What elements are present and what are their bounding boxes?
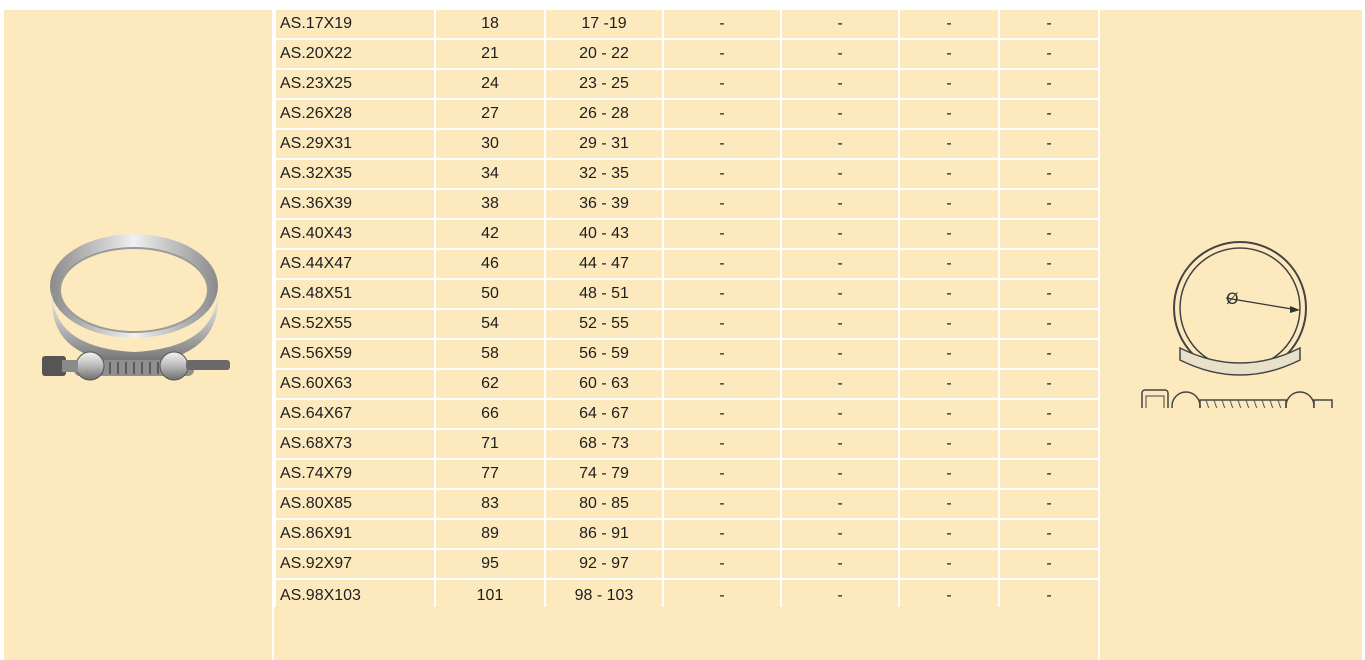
table-row [275, 99, 1099, 129]
table-cell: - [663, 549, 781, 579]
table-cell: - [781, 10, 899, 39]
table-cell: - [899, 189, 999, 219]
table-cell: - [781, 369, 899, 399]
table-cell: 24 [435, 69, 545, 99]
table-cell: 56 - 59 [545, 339, 663, 369]
table-cell: - [999, 129, 1099, 159]
table-cell: - [781, 489, 899, 519]
part-code-cell: AS.26X28 [275, 99, 435, 129]
part-code-cell: AS.44X47 [275, 249, 435, 279]
table-cell: - [999, 429, 1099, 459]
table-cell: 74 - 79 [545, 459, 663, 489]
clamp-size-table [274, 10, 1100, 607]
table-cell: - [663, 339, 781, 369]
table-cell: - [781, 249, 899, 279]
table-cell: 40 - 43 [545, 219, 663, 249]
table-cell: - [899, 579, 999, 607]
table-cell: 66 [435, 399, 545, 429]
table-cell: - [663, 129, 781, 159]
table-cell: - [781, 429, 899, 459]
table-cell: 77 [435, 459, 545, 489]
table-cell: - [999, 489, 1099, 519]
part-code-cell: AS.80X85 [275, 489, 435, 519]
table-cell: 30 [435, 129, 545, 159]
table-cell: - [781, 579, 899, 607]
table-cell: - [663, 519, 781, 549]
hose-clamp-photo [34, 228, 240, 408]
part-code-cell: AS.98X103 [275, 579, 435, 607]
table-cell: - [899, 279, 999, 309]
table-cell: 44 - 47 [545, 249, 663, 279]
table-cell: 26 - 28 [545, 99, 663, 129]
table-cell: - [999, 99, 1099, 129]
table-cell: 20 - 22 [545, 39, 663, 69]
table-cell: 101 [435, 579, 545, 607]
table-cell: - [663, 69, 781, 99]
table-cell: - [899, 39, 999, 69]
table-cell: - [663, 369, 781, 399]
table-cell: - [999, 189, 1099, 219]
table-cell: - [781, 519, 899, 549]
table-cell: 80 - 85 [545, 489, 663, 519]
table-cell: - [899, 459, 999, 489]
table-row [275, 159, 1099, 189]
table-cell: - [899, 69, 999, 99]
product-photo-cell [4, 10, 274, 660]
table-cell: 23 - 25 [545, 69, 663, 99]
table-row [275, 219, 1099, 249]
table-cell: - [663, 399, 781, 429]
table-cell: - [663, 489, 781, 519]
table-row [275, 39, 1099, 69]
table-cell: 95 [435, 549, 545, 579]
part-code-cell: AS.64X67 [275, 399, 435, 429]
table-cell: - [663, 579, 781, 607]
table-cell: - [999, 10, 1099, 39]
part-code-cell: AS.32X35 [275, 159, 435, 189]
table-cell: - [781, 459, 899, 489]
table-cell: 92 - 97 [545, 549, 663, 579]
table-cell: 60 - 63 [545, 369, 663, 399]
table-cell: - [999, 219, 1099, 249]
table-cell: - [999, 249, 1099, 279]
table-cell: - [999, 519, 1099, 549]
table-cell: - [781, 549, 899, 579]
part-code-cell: AS.23X25 [275, 69, 435, 99]
table-row [275, 579, 1099, 607]
table-cell: 17 -19 [545, 10, 663, 39]
part-code-cell: AS.40X43 [275, 219, 435, 249]
table-cell: - [663, 249, 781, 279]
table-row [275, 459, 1099, 489]
table-cell: - [663, 39, 781, 69]
table-row [275, 399, 1099, 429]
table-cell: - [899, 219, 999, 249]
part-code-cell: AS.56X59 [275, 339, 435, 369]
table-cell: - [999, 459, 1099, 489]
table-cell: - [899, 369, 999, 399]
table-cell: - [663, 189, 781, 219]
table-cell: - [781, 129, 899, 159]
table-cell: - [781, 159, 899, 189]
table-cell: - [899, 159, 999, 189]
table-cell: 18 [435, 10, 545, 39]
table-row [275, 549, 1099, 579]
table-cell: - [899, 99, 999, 129]
table-row [275, 10, 1099, 39]
table-cell: 64 - 67 [545, 399, 663, 429]
table-cell: 52 - 55 [545, 309, 663, 339]
diameter-symbol: Ø [1226, 289, 1239, 308]
table-row [275, 519, 1099, 549]
table-row [275, 69, 1099, 99]
table-row [275, 429, 1099, 459]
table-cell: - [899, 309, 999, 339]
table-cell: 46 [435, 249, 545, 279]
table-cell: 98 - 103 [545, 579, 663, 607]
table-row [275, 129, 1099, 159]
table-cell: - [999, 369, 1099, 399]
table-cell: 83 [435, 489, 545, 519]
table-cell: - [781, 99, 899, 129]
part-code-cell: AS.17X19 [275, 10, 435, 39]
table-cell: 48 - 51 [545, 279, 663, 309]
table-cell: - [999, 69, 1099, 99]
table-cell: - [781, 309, 899, 339]
table-row [275, 489, 1099, 519]
clamp-diameter-diagram [1140, 238, 1336, 408]
table-row [275, 309, 1099, 339]
part-code-cell: AS.29X31 [275, 129, 435, 159]
table-cell: - [663, 459, 781, 489]
table-cell: - [999, 549, 1099, 579]
table-row [275, 249, 1099, 279]
table-cell: 38 [435, 189, 545, 219]
table-cell: 32 - 35 [545, 159, 663, 189]
table-cell: - [899, 519, 999, 549]
table-cell: - [999, 339, 1099, 369]
table-cell: - [899, 549, 999, 579]
part-code-cell: AS.92X97 [275, 549, 435, 579]
table-cell: 21 [435, 39, 545, 69]
table-cell: 42 [435, 219, 545, 249]
table-cell: 68 - 73 [545, 429, 663, 459]
table-cell: - [663, 10, 781, 39]
table-cell: - [899, 429, 999, 459]
table-cell: 50 [435, 279, 545, 309]
table-cell: 36 - 39 [545, 189, 663, 219]
table-cell: - [781, 189, 899, 219]
table-cell: 34 [435, 159, 545, 189]
table-cell: - [663, 159, 781, 189]
part-code-cell: AS.48X51 [275, 279, 435, 309]
table-cell: - [999, 579, 1099, 607]
table-row [275, 339, 1099, 369]
table-cell: - [899, 339, 999, 369]
table-cell: - [781, 39, 899, 69]
table-cell: - [781, 399, 899, 429]
table-cell: - [781, 339, 899, 369]
table-row [275, 279, 1099, 309]
table-row [275, 189, 1099, 219]
table-cell: - [899, 399, 999, 429]
table-cell: 71 [435, 429, 545, 459]
table-cell: 86 - 91 [545, 519, 663, 549]
table-cell: - [781, 279, 899, 309]
table-cell: - [663, 429, 781, 459]
part-code-cell: AS.68X73 [275, 429, 435, 459]
table-cell: - [899, 10, 999, 39]
table-cell: 62 [435, 369, 545, 399]
table-cell: - [999, 399, 1099, 429]
part-code-cell: AS.60X63 [275, 369, 435, 399]
table-cell: - [663, 99, 781, 129]
table-cell: - [663, 279, 781, 309]
diagram-cell [1098, 10, 1364, 660]
table-cell: - [781, 219, 899, 249]
table-cell: 54 [435, 309, 545, 339]
part-code-cell: AS.52X55 [275, 309, 435, 339]
table-cell: 29 - 31 [545, 129, 663, 159]
product-spec-panel [4, 10, 1362, 660]
table-cell: - [781, 69, 899, 99]
table-cell: 27 [435, 99, 545, 129]
part-code-cell: AS.86X91 [275, 519, 435, 549]
table-cell: 58 [435, 339, 545, 369]
table-cell: - [663, 309, 781, 339]
table-row [275, 369, 1099, 399]
part-code-cell: AS.74X79 [275, 459, 435, 489]
table-cell: - [663, 219, 781, 249]
table-cell: - [999, 279, 1099, 309]
table-cell: - [899, 249, 999, 279]
table-cell: - [999, 309, 1099, 339]
part-code-cell: AS.20X22 [275, 39, 435, 69]
table-cell: - [899, 129, 999, 159]
table-cell: - [999, 159, 1099, 189]
table-cell: - [899, 489, 999, 519]
part-code-cell: AS.36X39 [275, 189, 435, 219]
table-cell: 89 [435, 519, 545, 549]
table-cell: - [999, 39, 1099, 69]
